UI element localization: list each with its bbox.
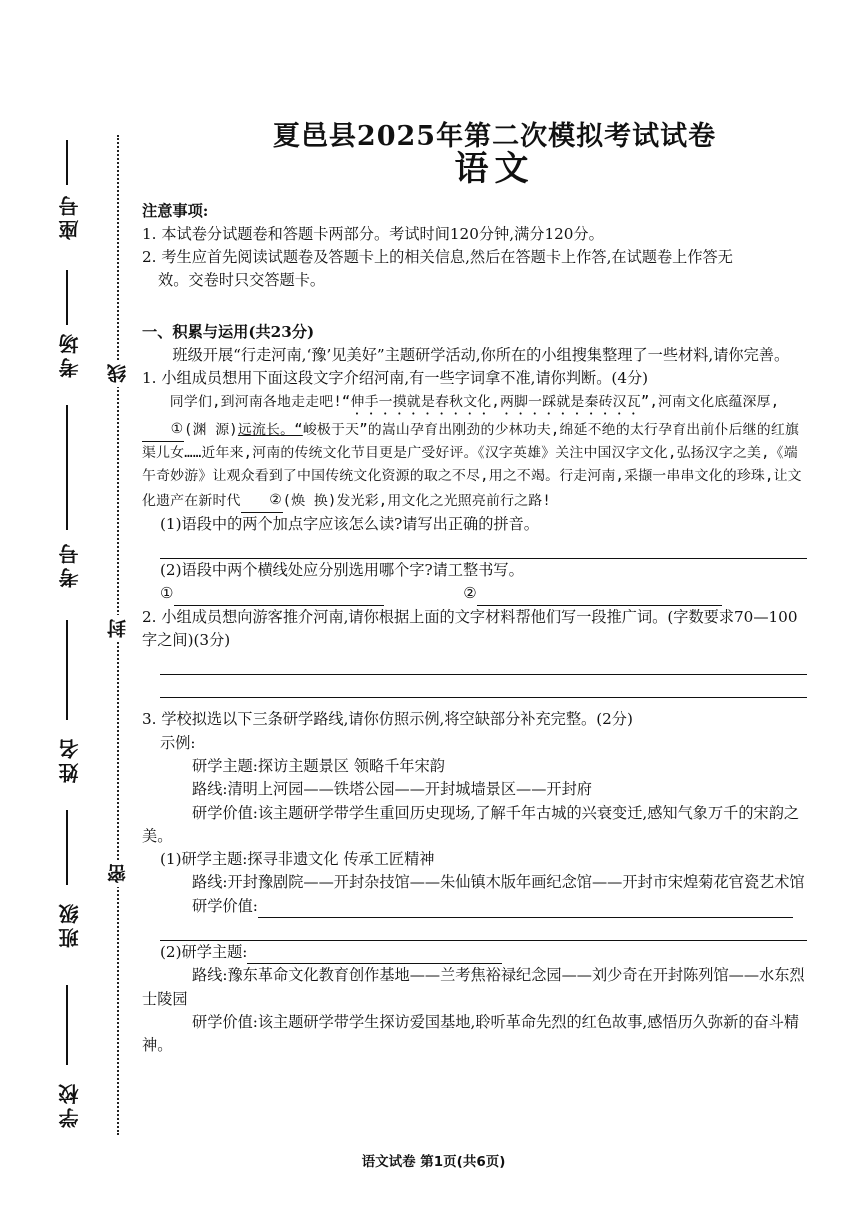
room-label: 考场 [58, 330, 82, 378]
question-1-passage: 同学们,到河南各地走走吧!“伸手一摸就是春秋文化,两脚一踩就是秦砖汉瓦”,河南文化底蕴深厚,①(渊 源)远流长。“峻极于天”的嵩山孕育出刚劲的少林功夫,绵延不绝的太行孕育出前仆后继的红旗渠儿女……近年来,河南的传统文化节目更是广受好评。《汉字英雄》关注中国汉字文化,弘扬汉字之美,《端午奇妙游》让观众看到了中国传统文化资源的取之不尽,用之不竭。行走河南,采撷一串串文化的珍珠,让文化遗产在新时代 ②(焕 换)发光彩,用文化之光照亮前行之路! [142, 391, 807, 513]
sub-1-route: 路线:开封豫剧院——开封杂技馆——朱仙镇木版年画纪念馆——开封市宋煌菊花官瓷艺术馆 [192, 873, 805, 892]
answer-line-1-1[interactable] [160, 536, 807, 559]
example-value: 研学价值:该主题研学带学生重回历史现场,了解千年古城的兴衰变迁,感知气象万千的宋韵之美。 [142, 803, 800, 845]
notice-heading: 注意事项: [142, 201, 209, 220]
exam-number-label: 考号 [58, 540, 82, 588]
seat-blank[interactable] [66, 140, 68, 185]
binding-margin [0, 0, 110, 1226]
sub-1-value-blank[interactable] [258, 917, 793, 918]
class-label: 班级 [58, 900, 82, 948]
seat-label: 座号 [58, 192, 82, 240]
example-route: 路线:清明上河园——铁塔公园——开封城墙景区——开封府 [192, 780, 592, 799]
exam-number-blank[interactable] [66, 405, 68, 530]
section-intro: 班级开展“行走河南,‘豫’见美好”主题研学活动,你所在的小组搜集整理了一些材料,请你完善。 [172, 346, 790, 365]
section-heading: 一、积累与运用(共23分) [142, 322, 315, 341]
answer-line-2-1[interactable] [160, 652, 807, 675]
name-label: 姓名 [58, 735, 82, 783]
notice-item-1: 1. 本试卷分试题卷和答题卡两部分。考试时间120分钟,满分120分。 [142, 224, 604, 243]
example-theme: 研学主题:探访主题景区 领略千年宋韵 [192, 756, 445, 775]
sub-2-value: 研学价值:该主题研学带学生探访爱国基地,聆听革命先烈的红色故事,感悟历久弥新的奋斗精神。 [142, 1012, 800, 1055]
class-blank[interactable] [66, 810, 68, 885]
name-blank[interactable] [66, 620, 68, 720]
seal-mi-char: 密 [104, 860, 131, 887]
question-1-sub-2: (2)语段中两个横线处应分别选用哪个字?请工整书写。 [160, 561, 524, 580]
sub-1-value: 研学价值: [142, 895, 807, 918]
question-2-stem: 2. 小组成员想向游客推介河南,请你根据上面的文字材料帮他们写一段推广词。(字数要求70—100字之间)(3分) [142, 607, 798, 650]
subject-title: 语文 [454, 149, 535, 190]
school-label: 学校 [58, 1080, 82, 1128]
room-blank[interactable] [66, 270, 68, 325]
exam-title: 夏邑县2025年第二次模拟考试试卷 [272, 121, 717, 152]
question-3-stem: 3. 学校拟选以下三条研学路线,请你仿照示例,将空缺部分补充完整。(2分) [142, 710, 633, 729]
answer-line-2-2[interactable] [160, 675, 807, 698]
sub-2-theme: (2)研学主题: [142, 941, 807, 964]
passage-blank-2: ② [241, 489, 283, 513]
question-1-sub-1: (1)语段中的两个加点字应该怎么读?请写出正确的拼音。 [160, 514, 539, 533]
passage-blank-1: ① [142, 418, 184, 442]
sub-1-theme: (1)研学主题:探寻非遗文化 传承工匠精神 [160, 850, 435, 869]
page-footer: 语文试卷 第1页(共6页) [361, 1154, 506, 1170]
question-1-stem: 1. 小组成员想用下面这段文字介绍河南,有一些字词拿不准,请你判断。(4分) [142, 369, 649, 388]
exam-body [142, 121, 807, 1058]
notice-item-2b: 效。交卷时只交答题卡。 [158, 271, 326, 290]
seal-feng-char: 封 [104, 615, 131, 642]
notice-item-2a: 2. 考生应首先阅读试题卷及答题卡上的相关信息,然后在答题卡上作答,在试题卷上作答无 [142, 248, 733, 267]
sub-1-value-line-2[interactable] [160, 918, 807, 941]
school-blank[interactable] [66, 985, 68, 1065]
seal-line-char: 线 [104, 360, 131, 387]
example-label: 示例: [160, 733, 196, 752]
sub-2-route: 路线:豫东革命文化教育创作基地——兰考焦裕禄纪念园——刘少奇在开封陈列馆——水东烈士陵园 [142, 966, 805, 1008]
question-1-sub-2-answers: ① ② [142, 582, 807, 605]
